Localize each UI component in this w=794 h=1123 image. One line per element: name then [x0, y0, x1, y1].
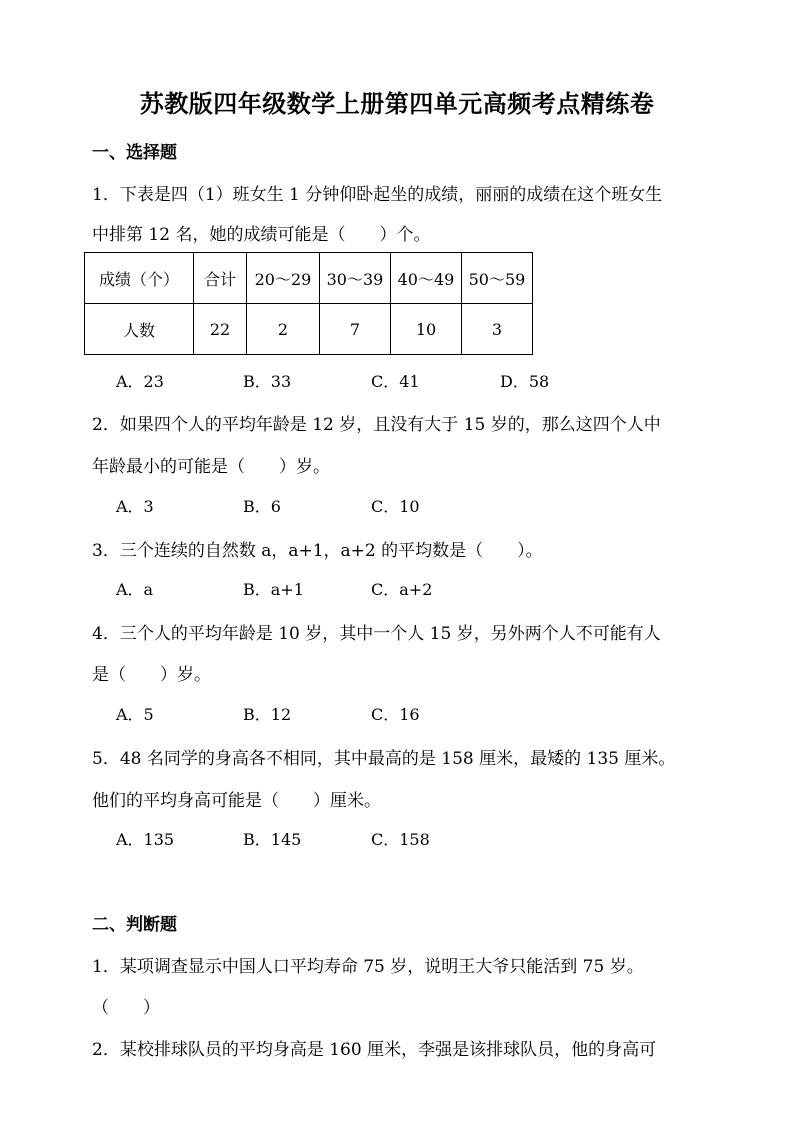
page-title: 苏教版四年级数学上册第四单元高频考点精练卷	[139, 89, 655, 118]
option-c[interactable]: C．158	[371, 830, 430, 849]
score-table	[84, 252, 533, 355]
option-b[interactable]: B．6	[243, 497, 281, 516]
option-d[interactable]: D．58	[500, 372, 550, 391]
table-cell: 3	[462, 304, 533, 355]
option-b[interactable]: B．33	[243, 372, 292, 391]
question-4-line-2: 是（ ）岁。	[92, 665, 211, 685]
judgment-1-line-1: 1．某项调查显示中国人口平均寿命 75 岁，说明王大爷只能活到 75 岁。	[92, 957, 644, 977]
question-2-line-2: 年龄最小的可能是（ ）岁。	[92, 457, 330, 477]
table-cell: 30～39	[320, 253, 391, 304]
option-a[interactable]: A．135	[116, 830, 175, 849]
table-row	[85, 304, 533, 355]
option-b[interactable]: B．12	[243, 705, 292, 724]
table-cell: 7	[320, 304, 391, 355]
option-c[interactable]: C．16	[371, 705, 420, 724]
section-heading-choice: 一、选择题	[92, 143, 177, 163]
question-5-line-1: 5．48 名同学的身高各不相同，其中最高的是 158 厘米，最矮的 135 厘米。	[92, 749, 676, 769]
option-a[interactable]: A．a	[116, 580, 154, 599]
question-1-line-2: 中排第 12 名，她的成绩可能是（ ）个。	[92, 225, 431, 245]
question-3-line-1: 3．三个连续的自然数 a，a+1，a+2 的平均数是（ ）。	[92, 541, 543, 561]
table-cell: 40～49	[391, 253, 462, 304]
table-cell: 合计	[194, 253, 247, 304]
option-a[interactable]: A．5	[116, 705, 154, 724]
table-row	[85, 253, 533, 304]
question-4-line-1: 4．三个人的平均年龄是 10 岁，其中一个人 15 岁，另外两个人不可能有人	[92, 624, 661, 644]
question-5-line-2: 他们的平均身高可能是（ ）厘米。	[92, 791, 381, 811]
table-cell: 50～59	[462, 253, 533, 304]
question-2-line-1: 2．如果四个人的平均年龄是 12 岁，且没有大于 15 岁的，那么这四个人中	[92, 415, 661, 435]
question-1-line-1: 1．下表是四（1）班女生 1 分钟仰卧起坐的成绩，丽丽的成绩在这个班女生	[92, 185, 663, 205]
option-b[interactable]: B．a+1	[243, 580, 304, 599]
option-c[interactable]: C．41	[371, 372, 420, 391]
table-cell: 成绩（个）	[85, 253, 194, 304]
table-cell: 人数	[85, 304, 194, 355]
table-cell: 22	[194, 304, 247, 355]
option-b[interactable]: B．145	[243, 830, 302, 849]
option-c[interactable]: C．10	[371, 497, 420, 516]
table-cell: 20～29	[247, 253, 320, 304]
table-cell: 2	[247, 304, 320, 355]
option-a[interactable]: A．23	[116, 372, 164, 391]
option-a[interactable]: A．3	[116, 497, 154, 516]
table-cell: 10	[391, 304, 462, 355]
option-c[interactable]: C．a+2	[371, 580, 433, 599]
judgment-1-answer-bracket[interactable]: （ ）	[92, 998, 160, 1018]
judgment-2-line-1: 2．某校排球队员的平均身高是 160 厘米，李强是该排球队员，他的身高可	[92, 1040, 657, 1060]
section-heading-judgment: 二、判断题	[92, 915, 177, 935]
